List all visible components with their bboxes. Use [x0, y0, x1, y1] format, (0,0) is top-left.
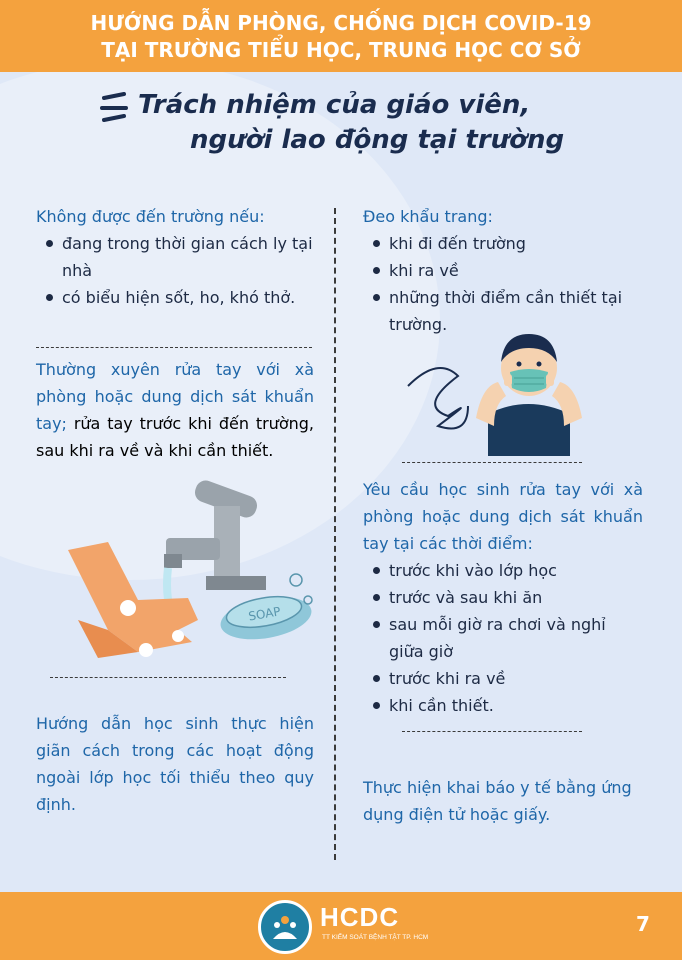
right-section-student-wash: [363, 476, 643, 719]
left-separator-2: [50, 677, 286, 678]
list-item: khi cần thiết.: [363, 692, 643, 719]
left-separator-1: [36, 347, 312, 348]
mask-person-illustration: [398, 326, 588, 456]
header-line-2: TẠI TRƯỜNG TIỂU HỌC, TRUNG HỌC CƠ SỞ: [101, 38, 581, 62]
right-separator-1: [402, 462, 582, 463]
list-item: đang trong thời gian cách ly tại nhà: [36, 230, 314, 284]
list-item: khi ra về: [363, 257, 643, 284]
title-line-1: Trách nhiệm của giáo viên,: [138, 90, 531, 120]
right-section-mask: [363, 203, 643, 338]
footer-banner: [0, 892, 682, 960]
right-s1-list: [363, 230, 643, 338]
right-s3-text: Thực hiện khai báo y tế bằng ứng dụng điện tử hoặc giấy.: [363, 778, 632, 824]
accent-dashes-icon: [102, 94, 132, 124]
header-banner: [0, 0, 682, 72]
left-section-distancing: [36, 710, 314, 818]
logo-subtitle: TT KIỂM SOÁT BỆNH TẬT TP. HCM: [322, 934, 429, 941]
column-divider: [334, 208, 336, 860]
right-s2-heading: Yêu cầu học sinh rửa tay với xà phòng hoặc dung dịch sát khuẩn tay tại các thời điểm:: [363, 480, 643, 553]
list-item: sau mỗi giờ ra chơi và nghỉ giữa giờ: [363, 611, 643, 665]
list-item: khi đi đến trường: [363, 230, 643, 257]
left-s3-text: Hướng dẫn học sinh thực hiện giãn cách trong các hoạt động ngoài lớp học tối thiểu theo quy định.: [36, 714, 314, 814]
list-item: trước khi vào lớp học: [363, 557, 643, 584]
title-text: [108, 88, 608, 158]
hcdc-logo-icon: [258, 900, 312, 954]
right-separator-2: [402, 731, 582, 732]
left-s2-text: Thường xuyên rửa tay với xà phòng hoặc dung dịch sát khuẩn tay; rửa tay trước khi đến trường, sau khi ra về và khi cần thiết.: [36, 360, 314, 460]
list-item: trước và sau khi ăn: [363, 584, 643, 611]
page-title: [108, 88, 608, 158]
title-line-2: người lao động tại trường: [190, 125, 565, 155]
handwash-illustration: [68, 480, 318, 670]
header-line-1: HƯỚNG DẪN PHÒNG, CHỐNG DỊCH COVID-19: [90, 11, 592, 35]
page-number: 7: [636, 912, 650, 936]
left-section-handwash: [36, 356, 314, 464]
left-section-not-come: [36, 203, 314, 311]
soap-label: SOAP: [247, 604, 282, 624]
right-s1-heading: Đeo khẩu trang:: [363, 207, 493, 226]
list-item: trước khi ra về: [363, 665, 643, 692]
right-section-health-declaration: [363, 774, 643, 828]
right-s2-list: [363, 557, 643, 719]
logo-text: HCDC: [320, 902, 400, 932]
left-s1-heading: Không được đến trường nếu:: [36, 207, 265, 226]
left-s1-list: [36, 230, 314, 311]
list-item: có biểu hiện sốt, ho, khó thở.: [36, 284, 314, 311]
list-item: những thời điểm cần thiết tại trường.: [363, 284, 643, 338]
